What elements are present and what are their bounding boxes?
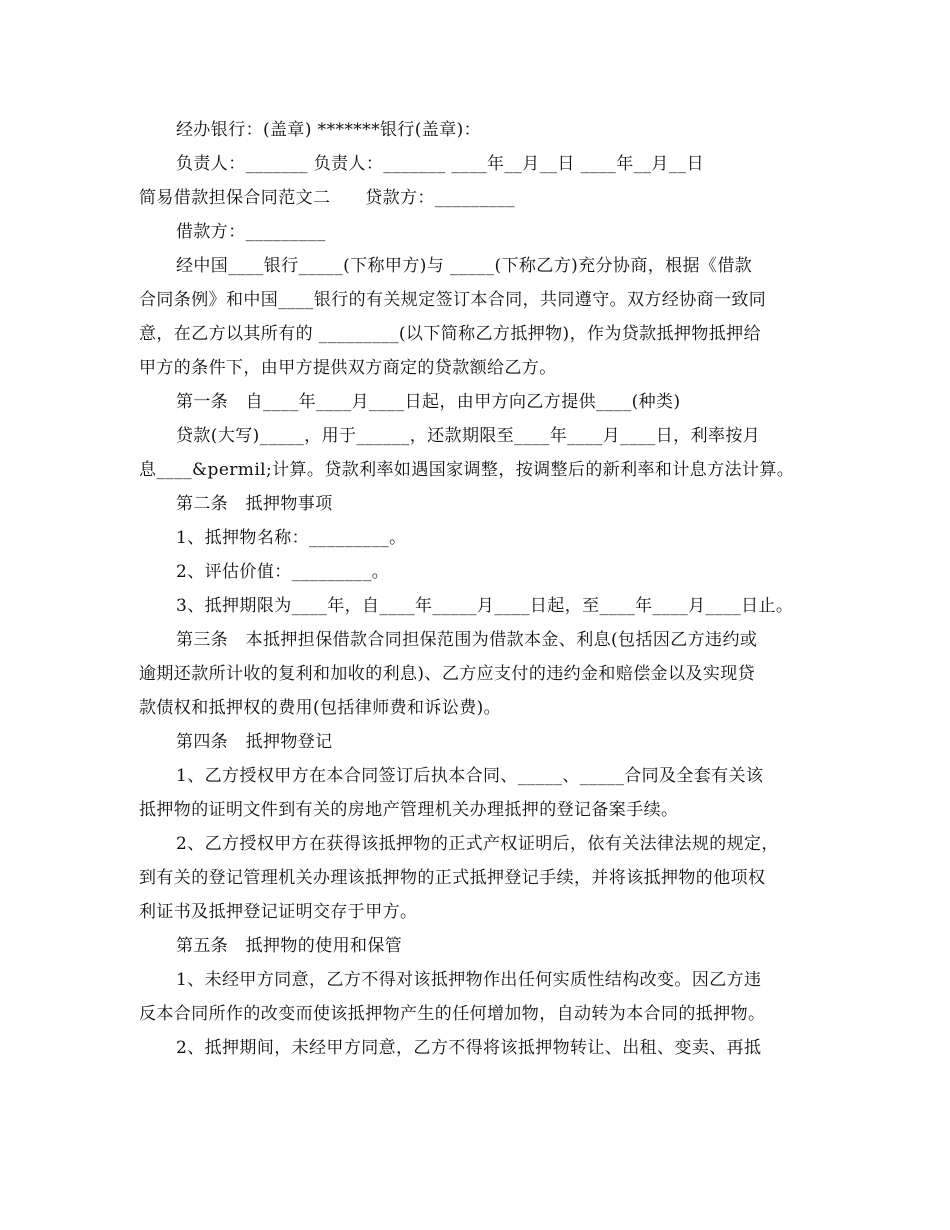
paragraph-line: 逾期还款所计收的复利和加收的利息)、乙方应支付的违约金和赔偿金以及实现贷 [139, 664, 756, 684]
paragraph-line: 经中国____银行_____(下称甲方)与 _____(下称乙方)充分协商，根据《借款 [176, 256, 753, 276]
borrower-line: 借款方：_________ [176, 222, 326, 242]
paragraph-line: 意，在乙方以其所有的 _________(以下简称乙方抵押物)，作为贷款抵押物抵押给 [139, 324, 761, 344]
article-3-heading: 第三条 本抵押担保借款合同担保范围为借款本金、利息(包括因乙方违约或 [176, 630, 758, 650]
list-item: 1、未经甲方同意，乙方不得对该抵押物作出任何实质性结构改变。因乙方违 [176, 970, 762, 990]
list-item: 1、乙方授权甲方在本合同签订后执本合同、_____、_____合同及全套有关该 [176, 766, 764, 786]
paragraph-line: 到有关的登记管理机关办理该抵押物的正式抵押登记手续，并将该抵押物的他项权 [139, 868, 766, 888]
paragraph-line: 利证书及抵押登记证明交存于甲方。 [139, 902, 418, 922]
signatory-date-line: 负责人：_______ 负责人：_______ ____年__月__日 ____年__月__日 [176, 154, 705, 174]
paragraph-line: 款债权和抵押权的费用(包括律师费和诉讼费)。 [139, 698, 502, 718]
list-item: 2、乙方授权甲方在获得该抵押物的正式产权证明后，依有关法律法规的规定， [176, 834, 779, 854]
paragraph-line: 贷款(大写)_____，用于______，还款期限至____年____月____日，利率按月 [176, 426, 761, 446]
bank-seal-line: 经办银行：(盖章) *******银行(盖章)： [176, 120, 482, 140]
list-item: 1、抵押物名称：_________。 [176, 528, 407, 548]
article-5-heading: 第五条 抵押物的使用和保管 [176, 936, 403, 956]
article-1-heading: 第一条 自____年____月____日起，由甲方向乙方提供____(种类) [176, 392, 681, 412]
paragraph-line: 反本合同所作的改变而使该抵押物产生的任何增加物，自动转为本合同的抵押物。 [139, 1004, 766, 1024]
paragraph-line: 息____&permil;计算。贷款利率如遇国家调整，按调整后的新利率和计息方法计算。 [139, 460, 795, 480]
article-4-heading: 第四条 抵押物登记 [176, 732, 333, 752]
list-item: 3、抵押期限为____年，自____年_____月____日起，至____年____月____日止。 [176, 596, 794, 616]
list-item: 2、抵押期间，未经甲方同意，乙方不得将该抵押物转让、出租、变卖、再抵 [176, 1038, 762, 1058]
section-title-lender-line: 简易借款担保合同范文二 贷款方：_________ [139, 188, 515, 208]
list-item: 2、评估价值：_________。 [176, 562, 390, 582]
article-2-heading: 第二条 抵押物事项 [176, 494, 333, 514]
paragraph-line: 合同条例》和中国____银行的有关规定签订本合同，共同遵守。双方经协商一致同 [139, 290, 767, 310]
paragraph-line: 抵押物的证明文件到有关的房地产管理机关办理抵押的登记备案手续。 [139, 800, 679, 820]
paragraph-line: 甲方的条件下，由甲方提供双方商定的贷款额给乙方。 [139, 358, 557, 378]
